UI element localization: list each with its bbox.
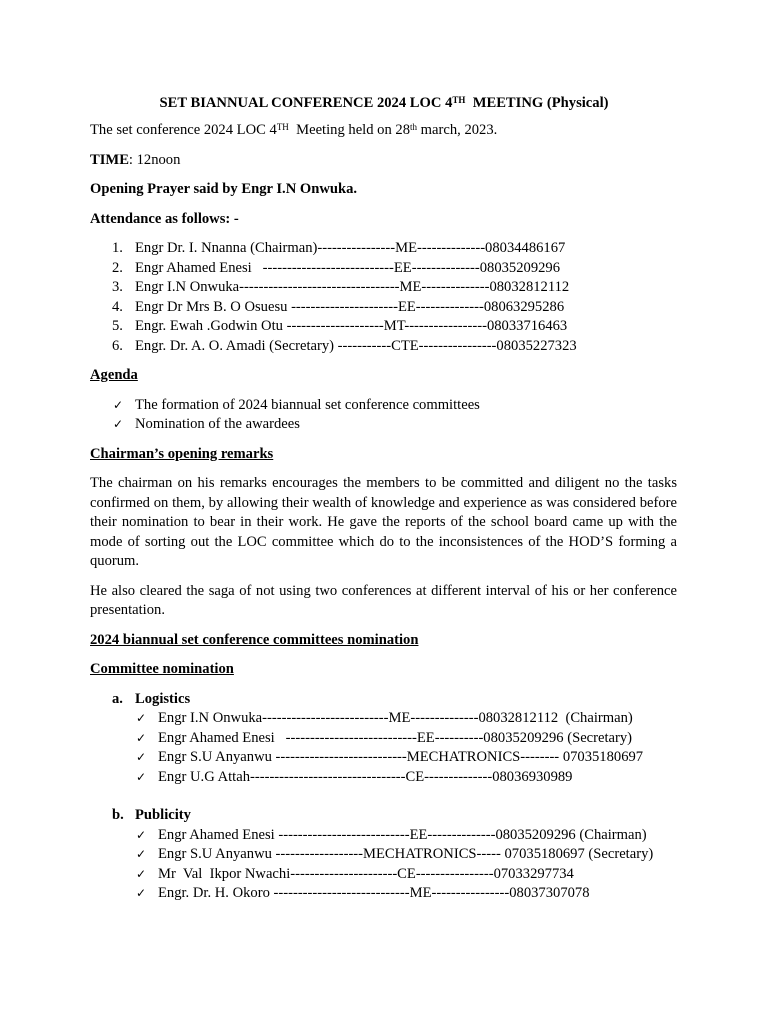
agenda-item: ✓ The formation of 2024 biannual set conference committees xyxy=(90,396,677,416)
agenda-item: ✓ Nomination of the awardees xyxy=(90,415,677,435)
committee-member: ✓ Engr I.N Onwuka--------------------------ME--------------08032812112 (Chairman) xyxy=(90,709,677,729)
remarks-paragraph: The chairman on his remarks encourages the members to be committed and diligent no the tasks confirmed on them, by allowing their wealth of knowledge and experience as was considered before their nomination to bear in their work. He gave the reports of the school board came up with the mode of sorting out the LOC committee which do to the inconsistences of the HOD’S forming a quorum. xyxy=(90,475,677,569)
agenda-list xyxy=(90,396,677,435)
check-icon: ✓ xyxy=(136,866,147,881)
check-icon: ✓ xyxy=(136,730,147,745)
attendance-item: 3. Engr I.N Onwuka---------------------------------ME--------------08032812112 xyxy=(112,279,570,295)
publicity-heading: b. Publicity xyxy=(112,807,191,823)
remarks-heading: Chairman’s opening remarks xyxy=(90,445,274,462)
committees-heading: 2024 biannual set conference committees nomination xyxy=(90,631,419,648)
check-icon: ✓ xyxy=(136,750,147,764)
attendance-heading: Attendance as follows: - xyxy=(90,210,239,227)
check-icon: ✓ xyxy=(113,417,124,431)
attendance-item: 5. Engr. Ewah .Godwin Otu --------------------MT-----------------08033716463 xyxy=(112,318,568,334)
check-icon: ✓ xyxy=(136,711,147,725)
committee-member: ✓ Engr. Dr. H. Okoro ----------------------------ME----------------08037307078 xyxy=(90,884,677,904)
committee-member: ✓ Engr S.U Anyanwu ---------------------------MECHATRONICS-------- 07035180697 xyxy=(90,748,677,768)
remarks-paragraph: He also cleared the saga of not using two conferences at different interval of his or her conference presentation. xyxy=(90,582,677,618)
document-body xyxy=(90,121,677,904)
check-icon: ✓ xyxy=(136,886,147,900)
document-title: SET BIANNUAL CONFERENCE 2024 LOC 4TH MEETING (Physical) xyxy=(159,95,609,111)
publicity-members xyxy=(90,826,677,904)
check-icon: ✓ xyxy=(136,769,147,784)
committee-member: ✓ Engr Ahamed Enesi ---------------------------EE----------08035209296 (Secretary) xyxy=(90,729,677,749)
check-icon: ✓ xyxy=(113,397,124,412)
committee-member: ✓ Engr U.G Attah--------------------------------CE--------------08036930989 xyxy=(90,768,677,788)
check-icon: ✓ xyxy=(136,847,147,861)
agenda-heading: Agenda xyxy=(90,367,138,383)
committee-member: ✓ Engr Ahamed Enesi ---------------------------EE--------------08035209296 (Chairman) xyxy=(90,826,677,846)
attendance-item: 1. Engr Dr. I. Nnanna (Chairman)----------------ME--------------08034486167 xyxy=(112,240,566,256)
attendance-item: 6. Engr. Dr. A. O. Amadi (Secretary) -----------CTE----------------08035227323 xyxy=(112,337,577,354)
check-icon: ✓ xyxy=(136,827,147,842)
meeting-time: TIME: 12noon xyxy=(90,151,181,168)
logistics-heading: a. Logistics xyxy=(112,690,191,707)
opening-prayer: Opening Prayer said by Engr I.N Onwuka. xyxy=(90,181,358,197)
committee-nomination-heading: Committee nomination xyxy=(90,661,234,677)
attendance-item: 4. Engr Dr Mrs B. O Osuesu ----------------------EE--------------08063295286 xyxy=(112,298,565,315)
logistics-members xyxy=(90,709,677,787)
committee-member: ✓ Engr S.U Anyanwu ------------------MECHATRONICS----- 07035180697 (Secretary) xyxy=(90,845,677,865)
meeting-intro: The set conference 2024 LOC 4TH Meeting held on 28th march, 2023. xyxy=(90,122,498,138)
attendance-list xyxy=(90,239,677,356)
committee-member: ✓ Mr Val Ikpor Nwachi----------------------CE----------------07033297734 xyxy=(90,865,677,885)
attendance-item: 2. Engr Ahamed Enesi ---------------------------EE--------------08035209296 xyxy=(112,259,561,276)
